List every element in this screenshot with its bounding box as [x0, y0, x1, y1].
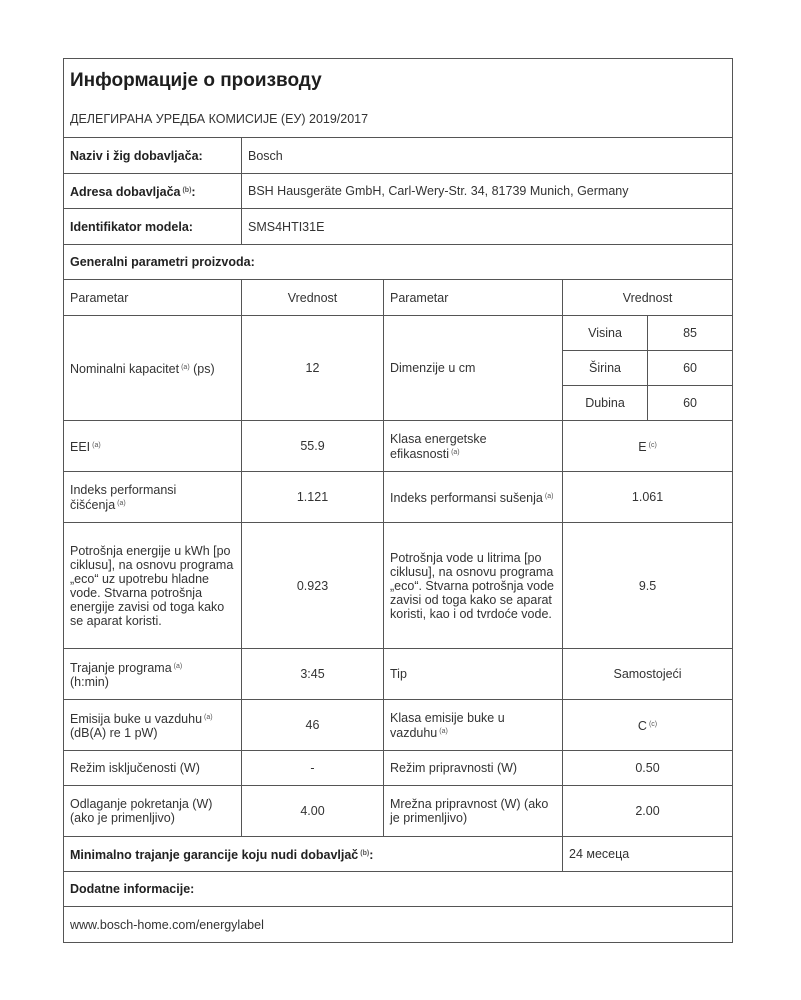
type-label: Tip — [384, 649, 563, 700]
drying-index-value: 1.061 — [563, 472, 733, 523]
subtitle-row — [64, 101, 733, 138]
additional-info-heading-row — [64, 872, 733, 907]
product-info-table — [63, 58, 733, 943]
type-value: Samostojeći — [563, 649, 733, 700]
supplier-address-value: BSH Hausgeräte GmbH, Carl-Wery-Str. 34, 81739 Munich, Germany — [242, 174, 733, 209]
height-value: 85 — [648, 316, 733, 351]
depth-value: 60 — [648, 386, 733, 421]
program-duration-value: 3:45 — [242, 649, 384, 700]
noise-class-value: C $^{(c)}$ — [563, 700, 733, 751]
product-information-sheet — [63, 58, 732, 943]
additional-info-link-row — [64, 907, 733, 943]
noise-class-label: Klasa emisije buke u vazduhu $^{(a)}$ — [384, 700, 563, 751]
eei-label: EEI $^{(a)}$ — [64, 421, 242, 472]
warranty-value: 24 месеца — [563, 837, 733, 872]
table-row — [64, 523, 733, 649]
page-title: Информације о производу — [64, 59, 733, 102]
column-header-value: Vrednost — [563, 280, 733, 316]
model-identifier-row — [64, 209, 733, 245]
width-label: Širina — [563, 351, 648, 386]
table-row — [64, 316, 733, 351]
program-duration-label: Trajanje programa $^{(a)}$ (h:min) — [64, 649, 242, 700]
table-row — [64, 472, 733, 523]
energy-class-value: E $^{(c)}$ — [563, 421, 733, 472]
supplier-name-row — [64, 138, 733, 174]
width-value: 60 — [648, 351, 733, 386]
additional-info-heading: Dodatne informacije: — [64, 872, 733, 907]
off-mode-value: - — [242, 751, 384, 786]
warranty-label: Minimalno trajanje garancije koju nudi dobavljač $^{(b)}$: — [64, 837, 563, 872]
network-standby-value: 2.00 — [563, 786, 733, 837]
standby-value: 0.50 — [563, 751, 733, 786]
column-header-row — [64, 280, 733, 316]
table-row — [64, 649, 733, 700]
depth-label: Dubina — [563, 386, 648, 421]
model-identifier-value: SMS4HTI31E — [242, 209, 733, 245]
column-header-parameter: Parametar — [64, 280, 242, 316]
supplier-address-row — [64, 174, 733, 209]
standby-label: Režim pripravnosti (W) — [384, 751, 563, 786]
footnote-marker: (b) — [182, 186, 192, 194]
table-row — [64, 786, 733, 837]
energy-label-link[interactable]: www.bosch-home.com/energylabel — [64, 907, 733, 943]
general-parameters-heading: Generalni parametri proizvoda: — [64, 245, 733, 280]
general-section-row — [64, 245, 733, 280]
energy-consumption-label: Potrošnja energije u kWh [po ciklusu], na osnovu programa „eco“ uz upotrebu hladne vode. Stvarna potrošnja energije zavisi od toga kako se aparat koristi. — [64, 523, 242, 649]
drying-index-label: Indeks performansi sušenja $^{(a)}$ — [384, 472, 563, 523]
dimensions-label: Dimenzije u cm — [384, 316, 563, 421]
height-label: Visina — [563, 316, 648, 351]
delay-start-value: 4.00 — [242, 786, 384, 837]
supplier-name-label: Naziv i žig dobavljača: — [64, 138, 242, 174]
energy-class-label: Klasa energetske efikasnosti $^{(a)}$ — [384, 421, 563, 472]
regulation-subtitle: ДЕЛЕГИРАНА УРЕДБА КОМИСИЈЕ (ЕУ) 2019/2017 — [64, 101, 733, 138]
water-consumption-value: 9.5 — [563, 523, 733, 649]
noise-emission-label: Emisija buke u vazduhu $^{(a)}$ (dB(A) re 1 pW) — [64, 700, 242, 751]
off-mode-label: Režim isključenosti (W) — [64, 751, 242, 786]
table-row — [64, 700, 733, 751]
cleaning-index-label: Indeks performansi čišćenja $^{(a)}$ — [64, 472, 242, 523]
supplier-address-label: Adresa dobavljača $^{(b)}$: — [64, 174, 242, 209]
column-header-value: Vrednost — [242, 280, 384, 316]
table-row — [64, 751, 733, 786]
network-standby-label: Mrežna pripravnost (W) (ako je primenljivo) — [384, 786, 563, 837]
column-header-parameter: Parametar — [384, 280, 563, 316]
energy-consumption-value: 0.923 — [242, 523, 384, 649]
table-row — [64, 421, 733, 472]
capacity-label: Nominalni kapacitet $^{(a)}$ (ps) — [64, 316, 242, 421]
capacity-value: 12 — [242, 316, 384, 421]
title-row — [64, 59, 733, 102]
noise-emission-value: 46 — [242, 700, 384, 751]
delay-start-label: Odlaganje pokretanja (W) (ako je primenljivo) — [64, 786, 242, 837]
cleaning-index-value: 1.121 — [242, 472, 384, 523]
water-consumption-label: Potrošnja vode u litrima [po ciklusu], na osnovu programa „eco“. Stvarna potrošnja vode zavisi od toga kako se aparat koristi, kao i od tvrdoće vode. — [384, 523, 563, 649]
eei-value: 55.9 — [242, 421, 384, 472]
warranty-row — [64, 837, 733, 872]
supplier-name-value: Bosch — [242, 138, 733, 174]
model-identifier-label: Identifikator modela: — [64, 209, 242, 245]
